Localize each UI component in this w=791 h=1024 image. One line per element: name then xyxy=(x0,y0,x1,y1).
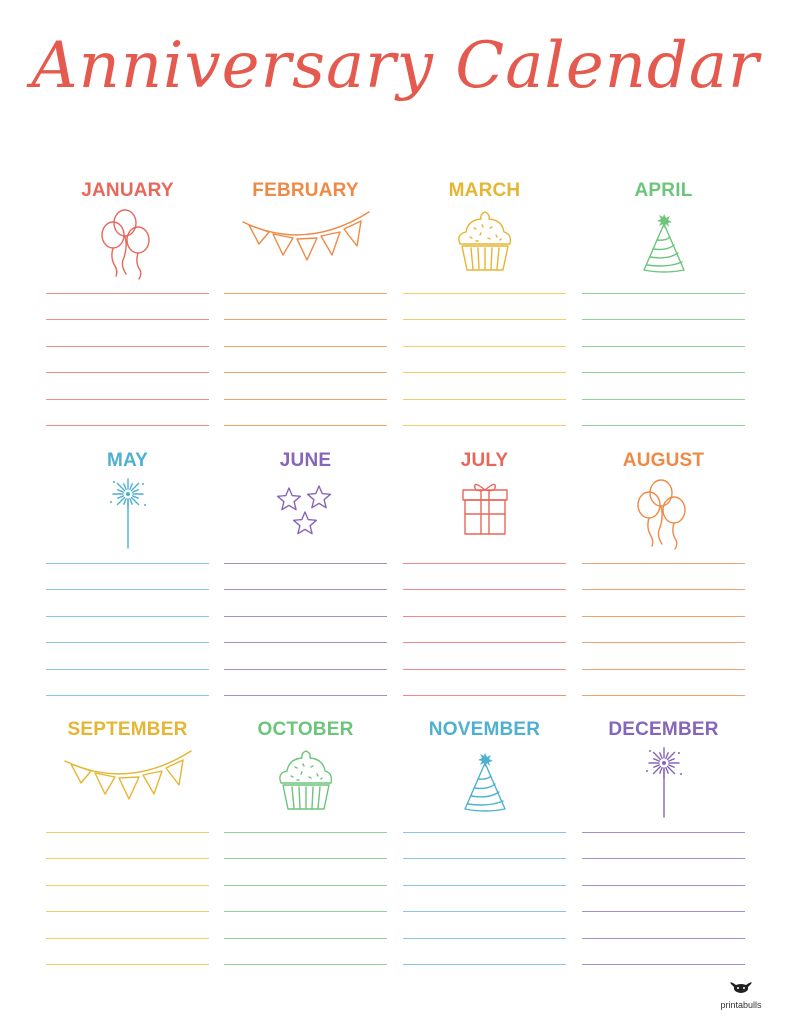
writing-line[interactable] xyxy=(582,642,745,643)
writing-lines[interactable] xyxy=(46,563,209,721)
writing-line[interactable] xyxy=(582,425,745,426)
writing-line[interactable] xyxy=(224,346,387,347)
month-name: JANUARY xyxy=(81,180,174,201)
cupcake-icon xyxy=(224,747,387,819)
month-name: JUNE xyxy=(279,450,332,471)
brand-name: printabulls xyxy=(720,1000,762,1010)
writing-line[interactable] xyxy=(46,832,209,833)
writing-line[interactable] xyxy=(224,695,387,696)
balloons-icon xyxy=(582,478,745,550)
month-name: MARCH xyxy=(448,180,521,201)
writing-line[interactable] xyxy=(582,372,745,373)
writing-line[interactable] xyxy=(46,346,209,347)
writing-lines[interactable] xyxy=(224,832,387,990)
writing-line[interactable] xyxy=(582,346,745,347)
writing-line[interactable] xyxy=(403,938,566,939)
writing-line[interactable] xyxy=(224,319,387,320)
writing-line[interactable] xyxy=(403,616,566,617)
party-hat-icon xyxy=(403,747,566,819)
writing-line[interactable] xyxy=(582,669,745,670)
writing-line[interactable] xyxy=(403,832,566,833)
writing-line[interactable] xyxy=(224,293,387,294)
cupcake-icon xyxy=(403,208,566,280)
writing-line[interactable] xyxy=(224,425,387,426)
month-block-august xyxy=(582,450,745,720)
writing-line[interactable] xyxy=(224,911,387,912)
writing-line[interactable] xyxy=(46,616,209,617)
writing-lines[interactable] xyxy=(582,293,745,451)
month-block-november xyxy=(403,719,566,989)
writing-line[interactable] xyxy=(46,642,209,643)
month-name: MAY xyxy=(106,450,149,471)
sparkler-icon xyxy=(582,747,745,819)
month-block-september xyxy=(46,719,209,989)
writing-line[interactable] xyxy=(582,616,745,617)
writing-line[interactable] xyxy=(46,938,209,939)
balloons-icon xyxy=(46,208,209,280)
writing-line[interactable] xyxy=(224,669,387,670)
writing-line[interactable] xyxy=(224,885,387,886)
writing-lines[interactable] xyxy=(582,563,745,721)
writing-line[interactable] xyxy=(46,695,209,696)
writing-line[interactable] xyxy=(46,372,209,373)
writing-line[interactable] xyxy=(582,319,745,320)
month-block-april xyxy=(582,180,745,450)
month-name: APRIL xyxy=(634,180,693,201)
bunting-icon xyxy=(46,747,209,819)
writing-line[interactable] xyxy=(582,589,745,590)
bunting-icon xyxy=(224,208,387,280)
writing-line[interactable] xyxy=(403,563,566,564)
writing-line[interactable] xyxy=(582,885,745,886)
month-name: AUGUST xyxy=(622,450,705,471)
writing-line[interactable] xyxy=(403,425,566,426)
writing-line[interactable] xyxy=(403,642,566,643)
writing-line[interactable] xyxy=(582,695,745,696)
writing-line[interactable] xyxy=(46,319,209,320)
writing-line[interactable] xyxy=(224,616,387,617)
writing-lines[interactable] xyxy=(46,832,209,990)
writing-lines[interactable] xyxy=(582,832,745,990)
writing-line[interactable] xyxy=(224,372,387,373)
month-name: FEBRUARY xyxy=(252,180,359,201)
writing-line[interactable] xyxy=(224,964,387,965)
writing-line[interactable] xyxy=(224,858,387,859)
party-hat-icon xyxy=(582,208,745,280)
writing-lines[interactable] xyxy=(224,293,387,451)
writing-line[interactable] xyxy=(224,589,387,590)
month-block-february xyxy=(224,180,387,450)
writing-line[interactable] xyxy=(403,964,566,965)
month-block-june xyxy=(224,450,387,720)
writing-lines[interactable] xyxy=(224,563,387,721)
writing-line[interactable] xyxy=(582,399,745,400)
writing-line[interactable] xyxy=(46,563,209,564)
month-block-may xyxy=(46,450,209,720)
writing-line[interactable] xyxy=(403,372,566,373)
writing-line[interactable] xyxy=(403,589,566,590)
month-name: JULY xyxy=(460,450,509,471)
writing-line[interactable] xyxy=(403,669,566,670)
writing-line[interactable] xyxy=(403,319,566,320)
writing-line[interactable] xyxy=(403,346,566,347)
month-name: SEPTEMBER xyxy=(67,719,188,740)
writing-line[interactable] xyxy=(46,293,209,294)
brand-logo xyxy=(711,981,771,1010)
sparkler-icon xyxy=(46,478,209,550)
bull-icon xyxy=(728,981,754,995)
writing-lines[interactable] xyxy=(403,832,566,990)
writing-line[interactable] xyxy=(46,858,209,859)
writing-line[interactable] xyxy=(582,938,745,939)
month-block-january xyxy=(46,180,209,450)
writing-line[interactable] xyxy=(46,911,209,912)
gift-icon xyxy=(403,478,566,550)
writing-lines[interactable] xyxy=(403,293,566,451)
writing-line[interactable] xyxy=(403,293,566,294)
writing-line[interactable] xyxy=(46,399,209,400)
month-name: OCTOBER xyxy=(257,719,354,740)
writing-line[interactable] xyxy=(403,399,566,400)
writing-line[interactable] xyxy=(224,642,387,643)
writing-line[interactable] xyxy=(582,293,745,294)
writing-line[interactable] xyxy=(582,563,745,564)
month-block-march xyxy=(403,180,566,450)
writing-line[interactable] xyxy=(403,911,566,912)
writing-line[interactable] xyxy=(224,938,387,939)
writing-line[interactable] xyxy=(224,832,387,833)
writing-line[interactable] xyxy=(582,832,745,833)
month-name: DECEMBER xyxy=(608,719,719,740)
writing-line[interactable] xyxy=(582,911,745,912)
month-name: NOVEMBER xyxy=(428,719,541,740)
writing-line[interactable] xyxy=(224,563,387,564)
month-block-july xyxy=(403,450,566,720)
writing-line[interactable] xyxy=(46,964,209,965)
writing-lines[interactable] xyxy=(46,293,209,451)
writing-line[interactable] xyxy=(403,885,566,886)
page-title: Anniversary Calendar xyxy=(31,29,760,103)
writing-line[interactable] xyxy=(46,589,209,590)
writing-line[interactable] xyxy=(46,425,209,426)
writing-line[interactable] xyxy=(403,695,566,696)
writing-line[interactable] xyxy=(582,858,745,859)
writing-line[interactable] xyxy=(46,669,209,670)
writing-lines[interactable] xyxy=(403,563,566,721)
stars-icon xyxy=(224,478,387,550)
writing-line[interactable] xyxy=(46,885,209,886)
month-block-december xyxy=(582,719,745,989)
writing-line[interactable] xyxy=(403,858,566,859)
month-block-october xyxy=(224,719,387,989)
writing-line[interactable] xyxy=(224,399,387,400)
writing-line[interactable] xyxy=(582,964,745,965)
